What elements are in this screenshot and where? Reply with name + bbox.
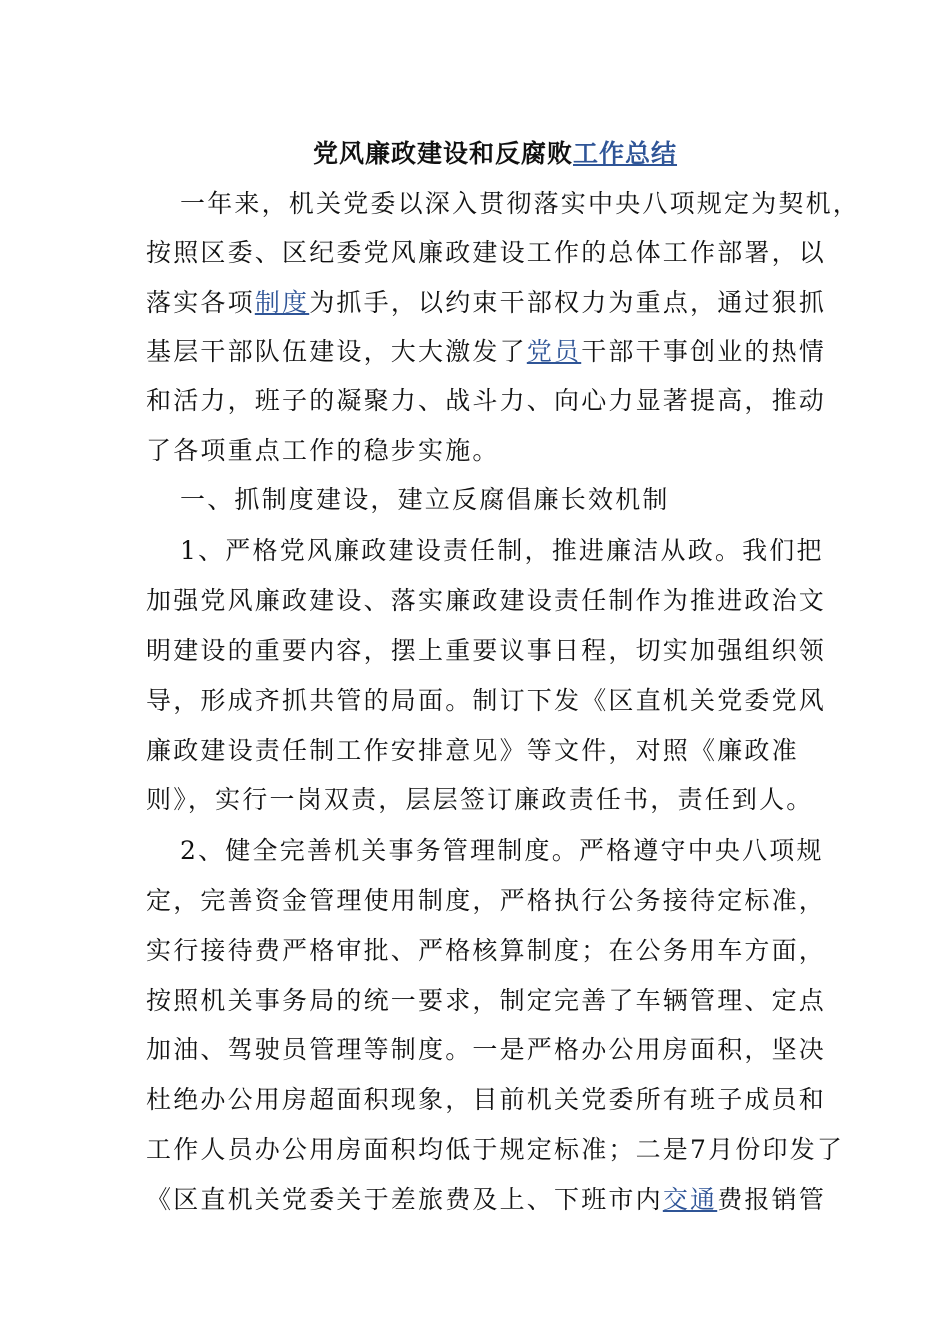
paragraph-line: 加强党风廉政建设、落实廉政建设责任制作为推进政治文 [146,586,827,615]
paragraph-line: 了各项重点工作的稳步实施。 [146,436,500,465]
line-text: 干部干事创业的热情 [581,337,827,366]
link-dangyuan[interactable]: 党员 [526,337,582,366]
title-text: 党风廉政建设和反腐败 [312,139,573,168]
paragraph-line: 工作人员办公用房面积均低于规定标准；二是7月份印发了 [146,1135,845,1164]
document-title [0,134,950,170]
paragraph-line: 定，完善资金管理使用制度，严格执行公务接待定标准， [146,886,827,915]
paragraph-line: 导，形成齐抓共管的局面。制订下发《区直机关党委党风 [146,686,827,715]
paragraph-line [146,286,826,320]
paragraph-line: 明建设的重要内容，摆上重要议事日程，切实加强组织领 [146,636,827,665]
link-jiaotong[interactable]: 交通 [662,1185,718,1214]
title-link[interactable]: 工作总结 [573,139,678,168]
paragraph-line: 按照机关事务局的统一要求，制定完善了车辆管理、定点 [146,986,827,1015]
paragraph-line: 实行接待费严格审批、严格核算制度；在公务用车方面， [146,936,827,965]
paragraph-line: 2、健全完善机关事务管理制度。严格遵守中央八项规 [180,836,824,865]
section-heading: 一、抓制度建设，建立反腐倡廉长效机制 [180,485,670,514]
link-zhidu[interactable]: 制度 [254,288,310,317]
paragraph-line [146,1183,826,1217]
paragraph-line: 按照区委、区纪委党风廉政建设工作的总体工作部署，以 [146,238,827,267]
paragraph-line: 和活力，班子的凝聚力、战斗力、向心力显著提高，推动 [146,386,827,415]
line-text: 落实各项 [146,288,255,317]
paragraph-line: 1、严格党风廉政建设责任制，推进廉洁从政。我们把 [180,536,824,565]
line-text: 《区直机关党委关于差旅费及上、下班市内 [146,1185,663,1214]
paragraph-line: 则》，实行一岗双责，层层签订廉政责任书，责任到人。 [146,785,814,814]
line-text: 基层干部队伍建设，大大激发了 [146,337,527,366]
line-text: 费报销管 [717,1185,827,1214]
line-text: 为抓手，以约束干部权力为重点，通过狠抓 [309,288,827,317]
paragraph-line [146,335,826,369]
paragraph-line: 杜绝办公用房超面积现象，目前机关党委所有班子成员和 [146,1085,827,1114]
paragraph-line: 一年来，机关党委以深入贯彻落实中央八项规定为契机， [180,189,861,218]
paragraph-line: 加油、驾驶员管理等制度。一是严格办公用房面积，坚决 [146,1035,827,1064]
paragraph-line: 廉政建设责任制工作安排意见》等文件，对照《廉政准 [146,736,799,765]
